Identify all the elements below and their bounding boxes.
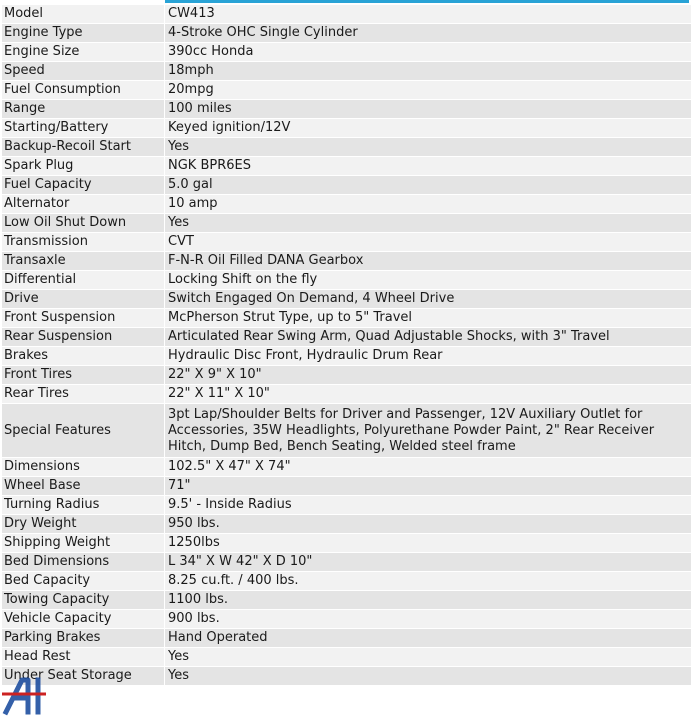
spec-value: CVT [165, 233, 692, 252]
spec-value: 1100 lbs. [165, 591, 692, 610]
spec-label: Parking Brakes [2, 629, 165, 648]
table-row [2, 43, 692, 62]
spec-label: Shipping Weight [2, 534, 165, 553]
table-row [2, 610, 692, 629]
table-row [2, 24, 692, 43]
spec-label: Engine Size [2, 43, 165, 62]
spec-value: Keyed ignition/12V [165, 119, 692, 138]
spec-label: Fuel Consumption [2, 81, 165, 100]
spec-value: 18mph [165, 62, 692, 81]
table-row [2, 81, 692, 100]
spec-table-body [2, 5, 692, 686]
spec-label: Dimensions [2, 458, 165, 477]
table-row [2, 591, 692, 610]
table-row [2, 214, 692, 233]
table-row [2, 496, 692, 515]
spec-value: 10 amp [165, 195, 692, 214]
spec-value: 20mpg [165, 81, 692, 100]
spec-label: Turning Radius [2, 496, 165, 515]
spec-label: Wheel Base [2, 477, 165, 496]
spec-value: NGK BPR6ES [165, 157, 692, 176]
table-row [2, 100, 692, 119]
spec-label: Dry Weight [2, 515, 165, 534]
table-row [2, 667, 692, 686]
table-row [2, 648, 692, 667]
table-row [2, 271, 692, 290]
spec-label: Rear Tires [2, 385, 165, 404]
spec-value: Hydraulic Disc Front, Hydraulic Drum Rear [165, 347, 692, 366]
spec-value: McPherson Strut Type, up to 5" Travel [165, 309, 692, 328]
spec-label: Alternator [2, 195, 165, 214]
table-row [2, 366, 692, 385]
spec-label: Engine Type [2, 24, 165, 43]
spec-value: 22" X 9" X 10" [165, 366, 692, 385]
spec-label: Bed Capacity [2, 572, 165, 591]
spec-label: Starting/Battery [2, 119, 165, 138]
spec-value: F-N-R Oil Filled DANA Gearbox [165, 252, 692, 271]
spec-value: Yes [165, 648, 692, 667]
table-row [2, 62, 692, 81]
table-row [2, 233, 692, 252]
table-row [2, 385, 692, 404]
spec-label: Brakes [2, 347, 165, 366]
spec-value: 102.5" X 47" X 74" [165, 458, 692, 477]
spec-label: Bed Dimensions [2, 553, 165, 572]
spec-value: 390cc Honda [165, 43, 692, 62]
table-row [2, 347, 692, 366]
table-row [2, 138, 692, 157]
spec-table [1, 4, 692, 686]
spec-value: 9.5' - Inside Radius [165, 496, 692, 515]
spec-value: 3pt Lap/Shoulder Belts for Driver and Passenger, 12V Auxiliary Outlet for Accessories, 35W Headlights, Polyurethane Powder Paint, 2" Rear Receiver Hitch, Dump Bed, Bench Seating, Welded steel frame [165, 404, 692, 458]
spec-label: Speed [2, 62, 165, 81]
spec-value: 5.0 gal [165, 176, 692, 195]
spec-value: Locking Shift on the fly [165, 271, 692, 290]
spec-value: Yes [165, 667, 692, 686]
spec-value: Yes [165, 214, 692, 233]
spec-label: Model [2, 5, 165, 24]
spec-label: Transaxle [2, 252, 165, 271]
table-row [2, 404, 692, 458]
table-row [2, 553, 692, 572]
spec-value: 1250lbs [165, 534, 692, 553]
spec-value: L 34" X W 42" X D 10" [165, 553, 692, 572]
spec-value: 100 miles [165, 100, 692, 119]
table-row [2, 477, 692, 496]
table-row [2, 5, 692, 24]
table-row [2, 309, 692, 328]
spec-label: Front Tires [2, 366, 165, 385]
table-row [2, 629, 692, 648]
table-row [2, 290, 692, 309]
spec-label: Backup-Recoil Start [2, 138, 165, 157]
spec-label: Special Features [2, 404, 165, 458]
spec-value: Hand Operated [165, 629, 692, 648]
spec-label: Towing Capacity [2, 591, 165, 610]
spec-label: Spark Plug [2, 157, 165, 176]
table-row [2, 572, 692, 591]
spec-label: Vehicle Capacity [2, 610, 165, 629]
accent-bar [165, 0, 689, 3]
spec-label: Under Seat Storage [2, 667, 165, 686]
spec-value: Yes [165, 138, 692, 157]
spec-value: Articulated Rear Swing Arm, Quad Adjustable Shocks, with 3" Travel [165, 328, 692, 347]
spec-value: Switch Engaged On Demand, 4 Wheel Drive [165, 290, 692, 309]
spec-label: Rear Suspension [2, 328, 165, 347]
table-row [2, 515, 692, 534]
spec-label: Transmission [2, 233, 165, 252]
spec-value: 900 lbs. [165, 610, 692, 629]
table-row [2, 328, 692, 347]
spec-label: Range [2, 100, 165, 119]
spec-value: 71" [165, 477, 692, 496]
spec-label: Head Rest [2, 648, 165, 667]
spec-value: 8.25 cu.ft. / 400 lbs. [165, 572, 692, 591]
table-row [2, 534, 692, 553]
spec-label: Differential [2, 271, 165, 290]
spec-value: 950 lbs. [165, 515, 692, 534]
table-row [2, 195, 692, 214]
table-row [2, 458, 692, 477]
spec-value: CW413 [165, 5, 692, 24]
spec-label: Drive [2, 290, 165, 309]
spec-label: Front Suspension [2, 309, 165, 328]
spec-value: 4-Stroke OHC Single Cylinder [165, 24, 692, 43]
table-row [2, 176, 692, 195]
table-row [2, 157, 692, 176]
spec-value: 22" X 11" X 10" [165, 385, 692, 404]
table-row [2, 119, 692, 138]
table-row [2, 252, 692, 271]
spec-label: Fuel Capacity [2, 176, 165, 195]
spec-label: Low Oil Shut Down [2, 214, 165, 233]
